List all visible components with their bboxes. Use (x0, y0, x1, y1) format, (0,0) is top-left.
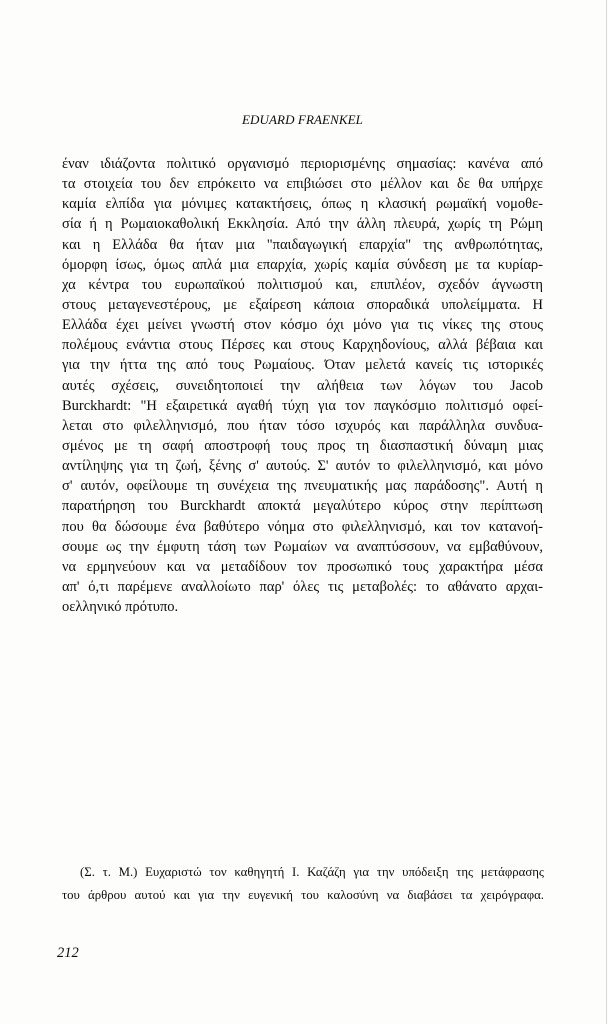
body-line: τα στοιχεία του δεν επρόκειτο να επιβιώσει στο μέλλον και δε θα υπήρχε (62, 176, 543, 193)
running-title: EDUARD FRAENKEL (241, 112, 363, 127)
body-text (62, 154, 543, 617)
body-line: παρατήρηση του Burckhardt αποκτά μεγαλύτερο κύρος στην περίπτωση (62, 498, 543, 515)
body-line: αντίληψης για τη ζωή, ξένης σ' αυτούς. Σ' αυτόν το φιλελληνισμό, και μόνο (62, 458, 543, 475)
body-line: έναν ιδιάζοντα πολιτικό οργανισμό περιορισμένης σημασίας: κανένα από (62, 156, 543, 172)
body-line: σ' αυτόν, οφείλουμε τη συνέχεια της πνευματικής μας παράδοσης". Αυτή η (62, 478, 543, 495)
body-line: Ελλάδα έχει μείνει γνωστή στον κόσμο όχι μόνο για τις νίκες της στους (62, 317, 543, 334)
scan-edge (606, 0, 607, 1024)
body-line: σία ή η Ρωμαιοκαθολική Εκκλησία. Από την άλλη πλευρά, χωρίς τη Ρώμη (62, 216, 543, 233)
body-line: να ερμηνεύουν και να μεταδίδουν τον προσωπικό τους χαρακτήρα μέσα (62, 558, 543, 575)
page-number: 212 (57, 945, 79, 961)
body-line: όμορφη ίσως, όμως απλά μια επαρχία, χωρίς καμία σύνδεση με τα κυρίαρ- (62, 256, 543, 273)
body-line: λεται στο φιλελληνισμό, που ήταν τόσο ισχυρός και παράλληλα συνδυα- (62, 417, 543, 434)
body-line: πολέμους ενάντια στους Πέρσες και στους Καρχηδονίους, αλλά βέβαια και (62, 337, 543, 354)
body-line: σουμε ως την έμφυτη τάση των Ρωμαίων να αναπτύσσουν, να εμβαθύνουν, (62, 538, 543, 555)
body-line: για την ήττα της από τους Ρωμαίους. Όταν μελετά κανείς τις ιστορικές (62, 357, 543, 374)
body-line: Burckhardt: "Η εξαιρετικά αγαθή τύχη για τον παγκόσμιο πολιτισμό οφεί- (62, 397, 543, 414)
body-line: οελληνικό πρότυπο. (62, 599, 179, 616)
body-line: χα κέντρα του ευρωπαϊκού πολιτισμού και, επιπλέον, σχεδόν άγνωστη (62, 276, 543, 293)
footnote (62, 861, 544, 907)
body-line: στους μεταγενεστέρους, με εξαίρεση κάποια σποραδικά υπολείμματα. Η (62, 296, 543, 313)
body-line: σμένος με τη σαφή αποστροφή τους προς τη διασπαστική δύναμη μιας (62, 437, 543, 454)
body-line: καμία ελπίδα για μόνιμες κατακτήσεις, όπως η κλασική ρωμαϊκή νομοθε- (62, 196, 543, 213)
footnote-line: του άρθρου αυτού και για την ευγενική του καλοσύνη να διαβάσει τα χειρόγραφα. (62, 888, 544, 902)
body-line: απ' ό,τι παρέμενε αναλλοίωτο παρ' όλες τις μεταβολές: το αθάνατο αρχαι- (62, 578, 543, 595)
body-line: που θα δώσουμε ένα βαθύτερο νόημα στο φιλελληνισμό, και τον κατανοή- (62, 518, 543, 535)
footnote-line: (Σ. τ. Μ.) Ευχαριστώ τον καθηγητή Ι. Καζάζη για την υπόδειξη της μετάφρασης (80, 865, 544, 879)
body-line: και η Ελλάδα θα ήταν μια "παιδαγωγική επαρχία" της ανθρωπότητας, (62, 236, 543, 253)
body-line: αυτές σχέσεις, συνειδητοποιεί την αλήθεια των λόγων του Jacob (62, 377, 543, 394)
